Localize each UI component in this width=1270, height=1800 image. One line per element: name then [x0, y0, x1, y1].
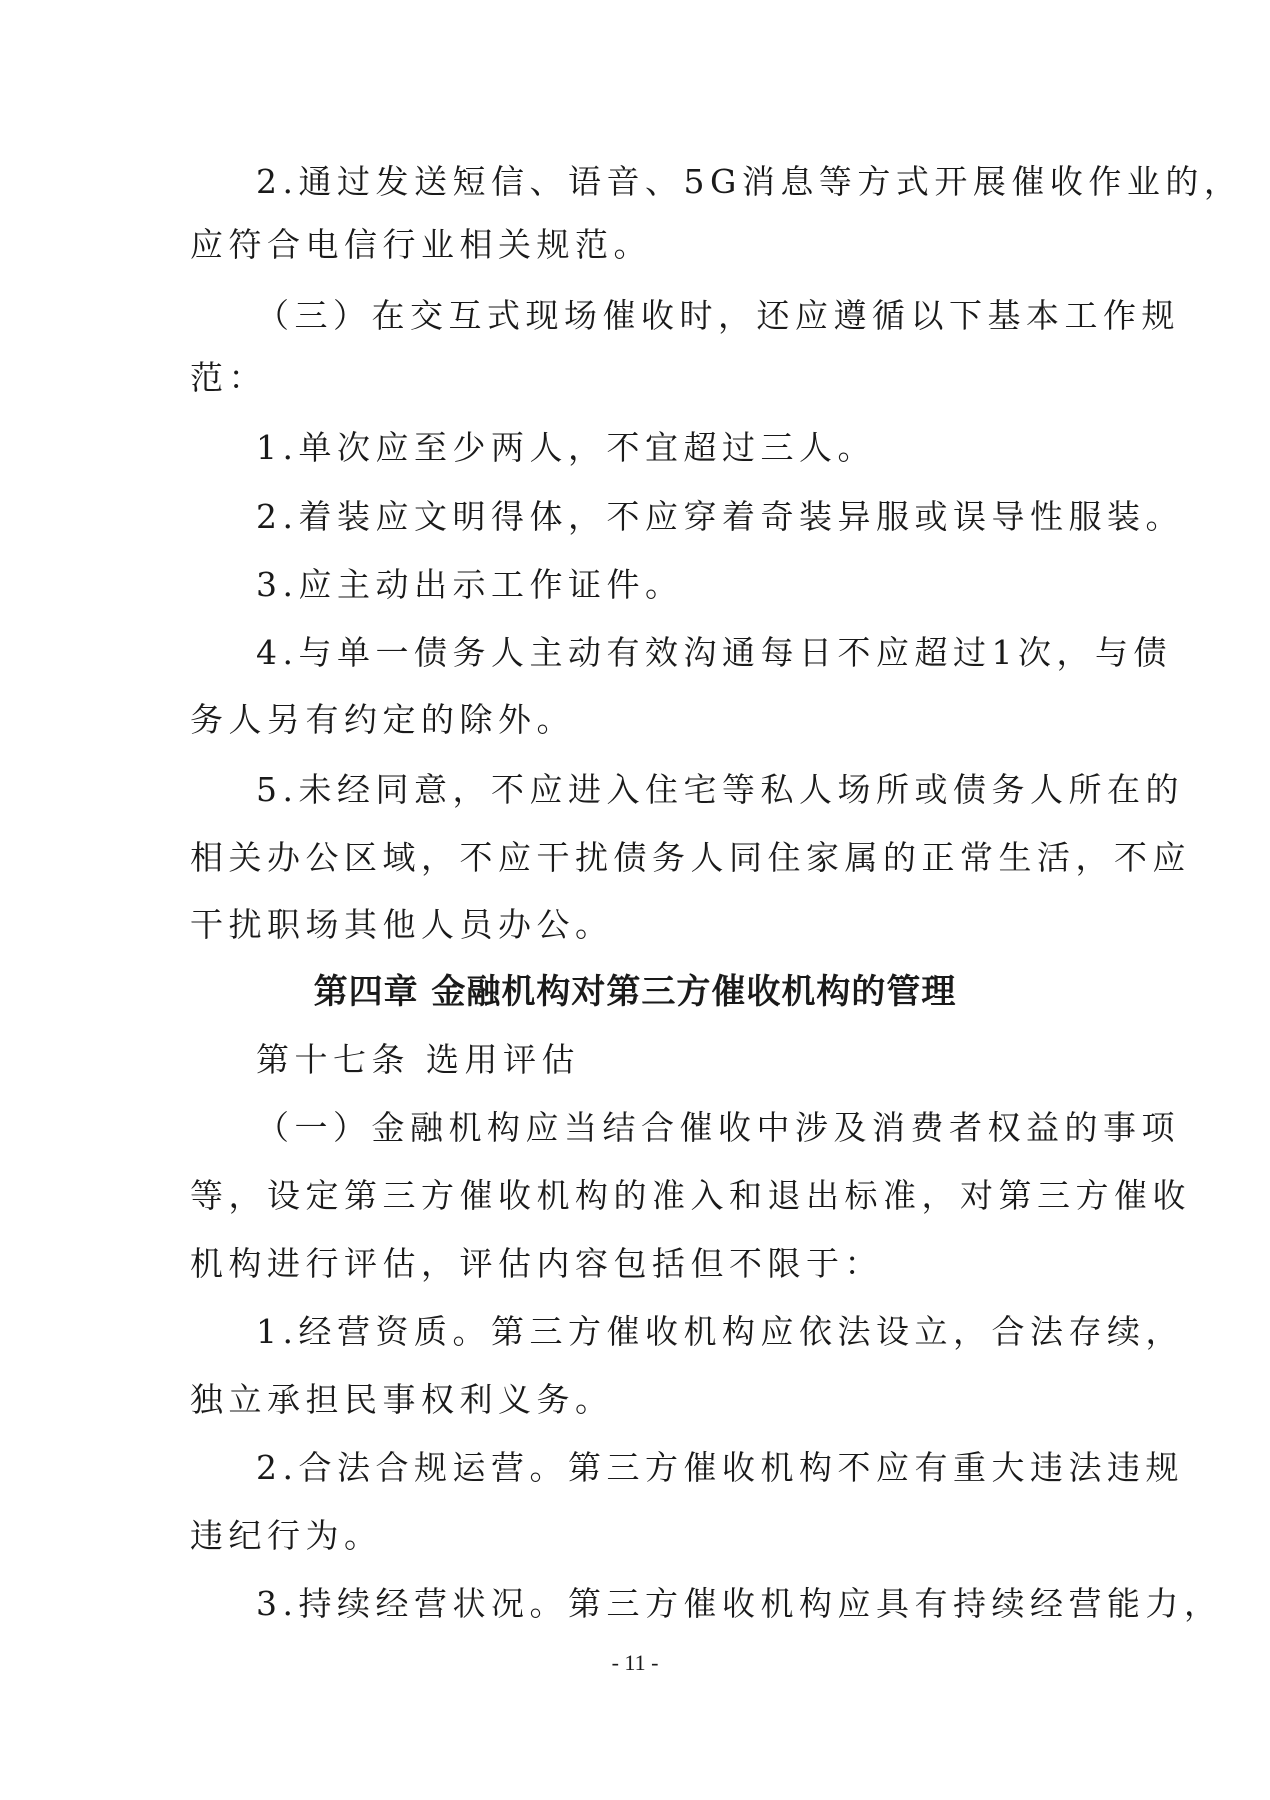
- page-number: - 11 -: [611, 1650, 659, 1675]
- paragraph-line: 相关办公区域，不应干扰债务人同住家属的正常生活，不应: [190, 838, 1191, 877]
- paragraph-line: 1.经营资质。第三方催收机构应依法设立，合法存续，: [256, 1312, 1184, 1351]
- paragraph-line: 范：: [190, 358, 267, 397]
- article-heading: 第十七条 选用评估: [256, 1040, 580, 1079]
- paragraph-line: 等，设定第三方催收机构的准入和退出标准，对第三方催收: [190, 1176, 1191, 1215]
- paragraph-line: 2.合法合规运营。第三方催收机构不应有重大违法违规: [256, 1448, 1184, 1487]
- paragraph-line: 务人另有约定的除外。: [190, 700, 575, 739]
- paragraph-line: 干扰职场其他人员办公。: [190, 905, 614, 944]
- paragraph-line: 1.单次应至少两人，不宜超过三人。: [256, 428, 876, 467]
- paragraph-line: 5.未经同意，不应进入住宅等私人场所或债务人所在的: [256, 770, 1184, 809]
- paragraph-line: 违纪行为。: [190, 1516, 383, 1555]
- paragraph-line: 3.持续经营状况。第三方催收机构应具有持续经营能力，: [256, 1584, 1223, 1623]
- paragraph-line: （三）在交互式现场催收时，还应遵循以下基本工作规: [256, 296, 1180, 335]
- chapter-heading: 第四章 金融机构对第三方催收机构的管理: [313, 972, 957, 1012]
- paragraph-line: 机构进行评估，评估内容包括但不限于：: [190, 1244, 883, 1283]
- paragraph-line: 独立承担民事权利义务。: [190, 1380, 614, 1419]
- paragraph-line: 2.通过发送短信、语音、5G消息等方式开展催收作业的，: [256, 162, 1243, 201]
- paragraph-line: 3.应主动出示工作证件。: [256, 565, 684, 604]
- paragraph-line: 4.与单一债务人主动有效沟通每日不应超过1次，与债: [256, 633, 1172, 672]
- paragraph-line: 2.着装应文明得体，不应穿着奇装异服或误导性服装。: [256, 497, 1184, 536]
- paragraph-line: （一）金融机构应当结合催收中涉及消费者权益的事项: [256, 1108, 1180, 1147]
- paragraph-line: 应符合电信行业相关规范。: [190, 225, 652, 264]
